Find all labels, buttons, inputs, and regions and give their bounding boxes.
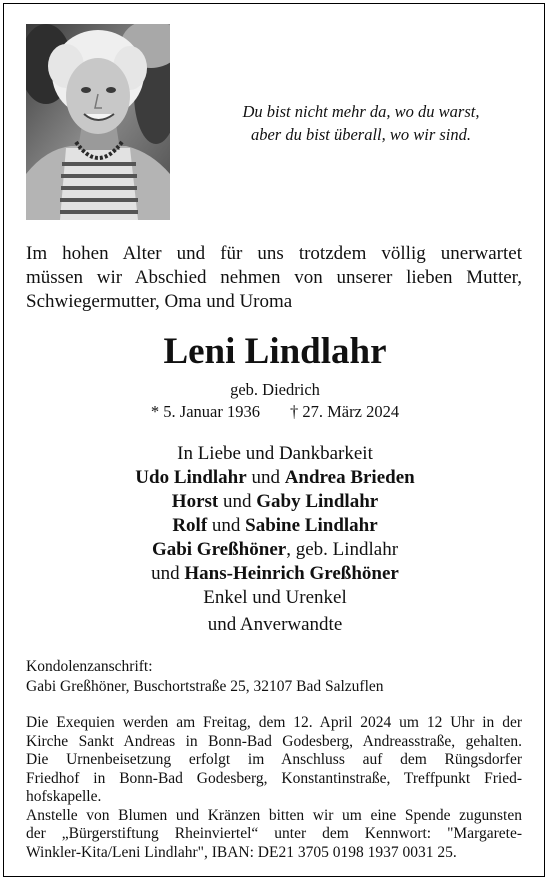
family-row: und Hans-Heinrich Greßhöner <box>151 563 399 584</box>
family-member: Rolf <box>172 515 208 536</box>
deceased-name: Leni Lindlahr <box>163 331 387 372</box>
family-member: Hans-Heinrich Greßhöner <box>184 563 399 584</box>
relatives: und Anverwandte <box>207 614 343 635</box>
family-row: Gabi Greßhöner, geb. Lindlahr <box>151 539 399 560</box>
info-line: Winkler-Kita/Leni Lindlahr", IBAN: DE21 3705 0198 1937 0031 25. <box>26 843 457 861</box>
portrait-photo <box>26 24 170 220</box>
funeral-info <box>26 714 522 862</box>
condolence-label: Kondolenzanschrift: <box>26 658 153 675</box>
quote-line: aber du bist überall, wo wir sind. <box>250 125 472 144</box>
info-line: Friedhof in Bonn-Bad Godesberg, Konstantinstraße, Treffpunkt Fried- <box>26 769 522 787</box>
family-member: Udo Lindlahr <box>135 467 247 488</box>
family-member: Andrea Brieden <box>284 467 415 488</box>
info-line: Kirche Sankt Andreas in Bonn-Bad Godesberg, Andreasstraße, gehalten. <box>26 732 522 750</box>
birth-date: * 5. Januar 1936 <box>150 402 260 421</box>
info-line: hofskapelle. <box>26 788 102 805</box>
grandchildren: Enkel und Urenkel <box>203 587 347 608</box>
info-line: der „Bürgerstiftung Rheinviertel“ unter dem Kennwort: "Margarete- <box>26 825 522 842</box>
death-date: † 27. März 2024 <box>290 402 400 421</box>
condolence-address-line: Gabi Greßhöner, Buschortstraße 25, 32107 Bad Salzuflen <box>26 678 384 695</box>
portrait-illustration <box>26 24 170 220</box>
intro-line: müssen wir Abschied nehmen von unserer lieben Mutter, <box>26 267 522 288</box>
family-member: Gaby Lindlahr <box>256 491 379 512</box>
intro-text <box>26 242 522 314</box>
info-line: Die Urnenbeisetzung erfolgt im Anschluss auf dem Rüngsdorfer <box>26 751 522 768</box>
family-row: Rolf und Sabine Lindlahr <box>172 515 378 536</box>
intro-line: Schwiegermutter, Oma und Uroma <box>26 291 293 312</box>
intro-line: Im hohen Alter und für uns trotzdem völlig unerwartet <box>26 243 522 264</box>
family-row: Horst und Gaby Lindlahr <box>171 491 379 512</box>
info-line: Die Exequien werden am Freitag, dem 12. April 2024 um 12 Uhr in der <box>26 714 522 731</box>
birth-name: geb. Diedrich <box>230 380 320 399</box>
life-dates <box>0 401 550 423</box>
family-member: Gabi Greßhöner <box>151 539 287 560</box>
condolence-address <box>26 657 522 697</box>
family-member: Sabine Lindlahr <box>245 515 378 536</box>
quote <box>200 100 522 146</box>
family-row: Udo Lindlahr und Andrea Brieden <box>135 467 415 488</box>
quote-line: Du bist nicht mehr da, wo du warst, <box>242 102 480 121</box>
info-line: Anstelle von Blumen und Kränzen bitten wir um eine Spende zugunsten <box>26 806 522 824</box>
family-signatures <box>0 442 550 637</box>
family-heading: In Liebe und Dankbarkeit <box>177 443 373 464</box>
family-member: Horst <box>171 491 219 512</box>
